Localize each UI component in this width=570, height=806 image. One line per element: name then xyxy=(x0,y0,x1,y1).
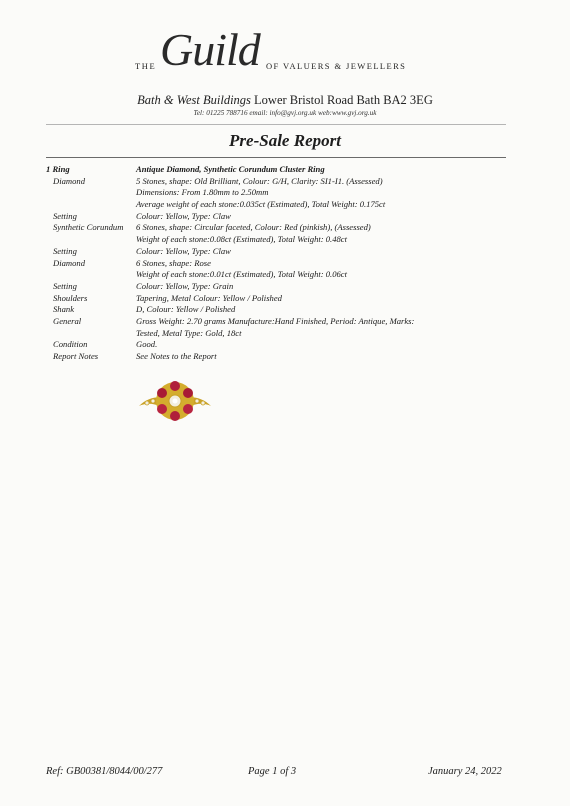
detail-row xyxy=(46,269,516,281)
detail-label: General xyxy=(53,315,82,326)
detail-row xyxy=(46,199,516,211)
shoulder-diamond xyxy=(201,401,205,405)
address-building: Bath & West Buildings xyxy=(137,93,251,107)
shoulder-diamond xyxy=(145,401,149,405)
detail-value: Tested, Metal Type: Gold, 18ct xyxy=(136,327,242,338)
report-title: Pre-Sale Report xyxy=(229,131,341,150)
detail-label: Diamond xyxy=(53,175,85,186)
detail-row xyxy=(46,222,516,234)
address-street: Lower Bristol Road Bath BA2 3EG xyxy=(254,93,433,107)
logo-tagline: OF VALUERS & JEWELLERS xyxy=(266,61,407,71)
ruby-stone xyxy=(183,404,193,414)
detail-value: Colour: Yellow, Type: Claw xyxy=(136,245,231,256)
detail-value: 6 Stones, shape: Rose xyxy=(136,257,211,268)
detail-label: Shoulders xyxy=(53,292,88,303)
ruby-stone xyxy=(170,411,180,421)
detail-value: Gross Weight: 2.70 grams Manufacture:Hand Finished, Period: Antique, Marks: xyxy=(136,315,415,326)
center-diamond-highlight xyxy=(173,399,178,404)
detail-row xyxy=(46,351,516,363)
detail-label: Diamond xyxy=(53,257,85,268)
logo-guild-wordmark: Guild xyxy=(160,24,260,75)
contact-line: Tel: 01225 788716 email: info@gvj.org.uk web:www.gvj.org.uk xyxy=(193,109,377,117)
detail-value: 5 Stones, shape: Old Brilliant, Colour: G/H, Clarity: SI1-I1. (Assessed) xyxy=(136,175,383,186)
detail-label: Setting xyxy=(53,210,77,221)
detail-value: Weight of each stone:0.08ct (Estimated), Total Weight: 0.48ct xyxy=(136,234,347,245)
footer-page-number: Page 1 of 3 xyxy=(248,766,297,777)
title-divider xyxy=(46,157,506,158)
ruby-stone xyxy=(157,388,167,398)
detail-value: See Notes to the Report xyxy=(136,351,217,361)
detail-row xyxy=(46,187,516,199)
shoulder-diamond xyxy=(195,399,199,403)
footer-reference: Ref: GB00381/8044/00/277 xyxy=(46,766,163,777)
detail-label: Setting xyxy=(53,245,77,256)
detail-value: Colour: Yellow, Type: Claw xyxy=(136,210,231,221)
detail-value: 6 Stones, shape: Circular faceted, Colour: Red (pinkish), (Assessed) xyxy=(136,222,371,233)
detail-label: Report Notes xyxy=(53,351,99,361)
detail-value: D, Colour: Yellow / Polished xyxy=(136,304,236,315)
detail-row xyxy=(46,234,516,246)
header-divider xyxy=(46,124,506,125)
detail-row xyxy=(46,304,516,316)
item-name: Antique Diamond, Synthetic Corundum Cluster Ring xyxy=(136,164,325,174)
detail-value: Good. xyxy=(136,339,158,350)
detail-row xyxy=(46,176,516,188)
ruby-stone xyxy=(157,404,167,414)
item-header-row xyxy=(46,164,516,176)
detail-value: Average weight of each stone:0.035ct (Estimated), Total Weight: 0.175ct xyxy=(136,199,386,210)
detail-rows xyxy=(46,176,516,363)
detail-label: Setting xyxy=(53,280,77,291)
detail-label: Shank xyxy=(53,304,75,315)
detail-row xyxy=(46,316,516,328)
ruby-stone xyxy=(170,381,180,391)
shoulder-diamond xyxy=(151,399,155,403)
address-line xyxy=(0,93,570,108)
detail-row xyxy=(46,328,516,340)
detail-row xyxy=(46,281,516,293)
detail-value: Dimensions: From 1.80mm to 2.50mm xyxy=(136,187,269,198)
detail-value: Weight of each stone:0.01ct (Estimated), Total Weight: 0.06ct xyxy=(136,269,347,280)
detail-row xyxy=(46,293,516,305)
detail-row xyxy=(46,246,516,258)
detail-row xyxy=(46,339,516,351)
detail-row xyxy=(46,211,516,223)
guild-logo xyxy=(0,22,570,82)
ring-photo xyxy=(135,376,215,426)
detail-value: Tapering, Metal Colour: Yellow / Polished xyxy=(136,292,282,303)
detail-row xyxy=(46,258,516,270)
detail-label: Condition xyxy=(53,339,88,350)
logo-the-text: THE xyxy=(135,61,157,71)
detail-label: Synthetic Corundum xyxy=(53,222,124,233)
item-number: 1 Ring xyxy=(46,164,70,174)
ruby-stone xyxy=(183,388,193,398)
footer-date: January 24, 2022 xyxy=(428,766,502,777)
detail-value: Colour: Yellow, Type: Grain xyxy=(136,280,234,291)
item-details xyxy=(46,164,516,363)
